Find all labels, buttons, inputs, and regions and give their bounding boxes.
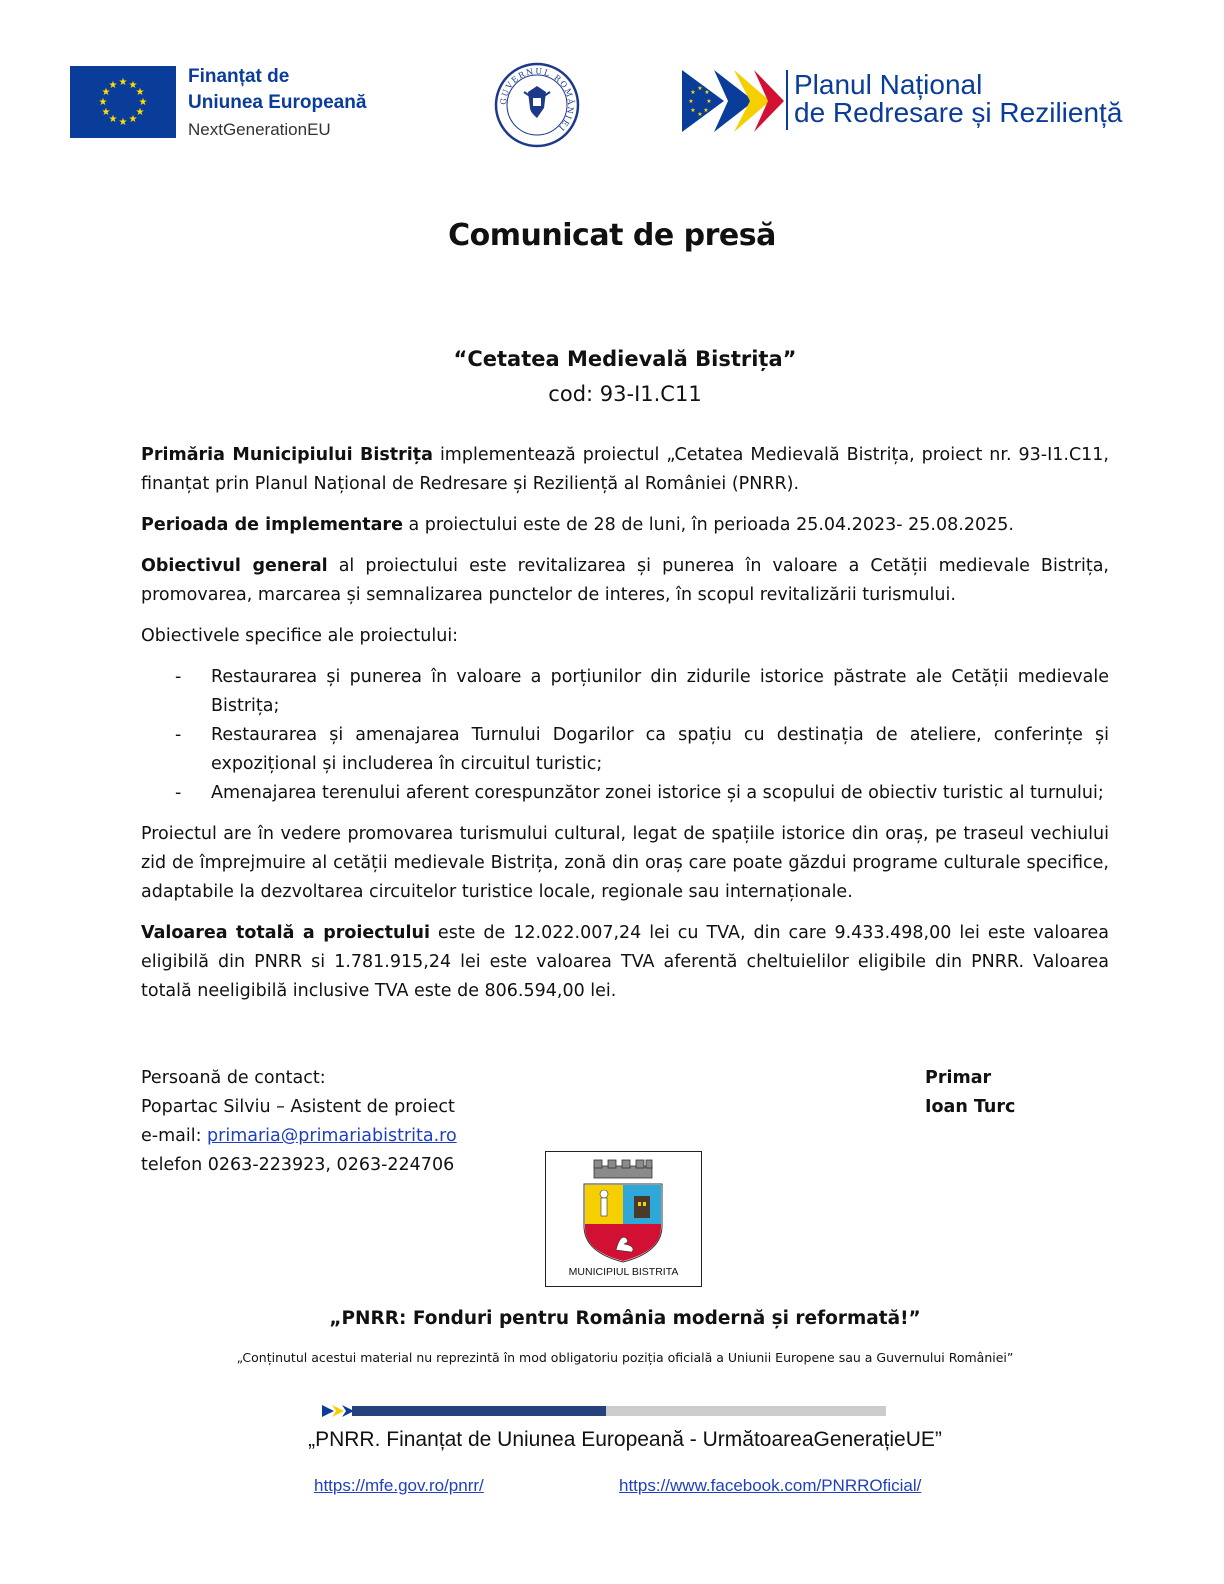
svg-text:★: ★ [135,107,145,118]
contact-email-label: e-mail: [141,1126,208,1146]
pnrr-flag-icon [680,68,786,134]
svg-text:★: ★ [108,80,118,91]
pnrr-logo-line1: Planul Național [794,69,983,100]
paragraph-period [141,511,1109,540]
municipal-crest [545,1151,702,1287]
svg-text:★: ★ [704,89,710,96]
project-code: cod: 93-I1.C11 [548,382,702,406]
contact-name: Popartac Silviu – Asistent de proiect [141,1097,455,1117]
footer-disclaimer: „Conținutul acestui material nu reprezintă în mod obligatoriu poziția oficială a Uniunii Europene sau a Guvernului României” [236,1350,1014,1365]
paragraph-objective-text: al proiectului este revitalizarea și punerea în valoare a Cetății medievale Bistrița, promovarea, marcarea și semnalizarea punctelor de interes, în scopul revitalizării turismului. [141,556,1109,605]
list-item-text: Amenajarea terenului aferent corespunzător zonei istorice și a scopului de obiectiv turistic al turnului; [211,783,1104,803]
footer-link-mfe[interactable]: https://mfe.gov.ro/pnrr/ [314,1476,484,1495]
footer-tagline: „PNRR. Finanțat de Uniunea Europeană - UrmătoareaGenerațieUE” [308,1428,942,1451]
svg-text:★: ★ [690,107,696,114]
pnrr-divider [786,70,788,130]
crest-icon [546,1152,701,1266]
footer-bar-grey [606,1406,886,1416]
list-item [141,663,1109,721]
svg-text:★: ★ [690,89,696,96]
paragraph-intro [141,441,1109,499]
pnrr-logo-line2: de Redresare și Reziliență [794,97,1123,128]
eu-funding-logo [70,66,400,142]
svg-text:★: ★ [101,107,111,118]
eu-logo-line3: NextGenerationEU [188,120,331,139]
paragraph-objective-bold: Obiectivul general [141,556,328,576]
project-name: “Cetatea Medievală Bistrița” [453,347,797,371]
eu-logo-line2: Uniunea Europeană [188,92,367,113]
svg-text:★: ★ [688,98,694,105]
paragraph-intro-text: implementează proiectul „Cetatea Medievală Bistrița, proiect nr. 93-I1.C11, finanțat prin Planul Național de Redresare și Reziliență al României (PNRR). [141,445,1109,494]
svg-text:★: ★ [697,85,703,92]
svg-text:★: ★ [706,98,712,105]
objectives-list [141,663,1109,808]
footer-divider-bar [322,1404,886,1418]
page-title: Comunicat de presă [448,218,776,253]
contact-email-link[interactable]: primaria@primariabistrita.ro [207,1126,457,1146]
government-seal-icon [494,62,580,148]
svg-text:★: ★ [697,111,703,118]
contact-label: Persoană de contact: [141,1068,326,1088]
paragraph-value-bold: Valoarea totală a proiectului [141,923,430,943]
mayor-name: Ioan Turc [925,1097,1016,1117]
document-body [141,441,1109,1018]
svg-text:★: ★ [118,77,128,88]
svg-text:★: ★ [101,87,111,98]
paragraph-intro-bold: Primăria Municipiului Bistrița [141,445,433,465]
contact-phone: telefon 0263-223923, 0263-224706 [141,1155,455,1175]
paragraph-value [141,919,1109,1006]
list-marker: - [175,725,182,745]
crest-label: MUNICIPIUL BISTRITA [568,1266,679,1278]
svg-text:★: ★ [118,117,128,128]
paragraph-value-text: este de 12.022.007,24 lei cu TVA, din care 9.433.498,00 lei este valoarea eligibilă din PNRR si 1.781.915,24 lei este valoarea TVA aferentă cheltuielilor eligibile din PNRR. Valoarea totală neeligibilă inclusive TVA este de 806.594,00 lei. [141,923,1109,1001]
footer-bar-blue [352,1406,606,1416]
eu-flag-icon [70,66,176,138]
footer-slogan: „PNRR: Fonduri pentru România modernă și reformată!” [329,1308,921,1329]
list-marker: - [175,667,182,687]
seal-text: GUVERNUL ROMÂNIEI [498,66,576,134]
mayor-signature [925,1064,1015,1122]
svg-text:★: ★ [703,107,709,114]
pnrr-logo [680,68,1150,134]
list-item [141,721,1109,779]
paragraph-tourism: Proiectul are în vedere promovarea turismului cultural, legat de spațiile istorice din oraș, pe traseul vechiului zid de împrejmuire al cetății medievale Bistrița, zonă din oraș care poate găzdui programe culturale specifice, adaptabile la dezvoltarea circuitelor turistice locale, regionale sau internaționale. [141,824,1109,902]
svg-text:★: ★ [98,97,108,108]
contact-block [141,1064,457,1180]
footer-link-facebook[interactable]: https://www.facebook.com/PNRROficial/ [619,1476,922,1495]
svg-text:★: ★ [138,97,148,108]
svg-text:★: ★ [128,80,138,91]
paragraph-objective [141,552,1109,610]
footer-arrow-icon [322,1404,356,1418]
paragraph-period-bold: Perioada de implementare [141,515,403,535]
paragraph-period-text: a proiectului este de 28 de luni, în perioada 25.04.2023- 25.08.2025. [402,515,1014,535]
list-item-text: Restaurarea și punerea în valoare a porțiunilor din zidurile istorice păstrate ale Cetății medievale Bistrița; [211,667,1109,716]
list-item-text: Restaurarea și amenajarea Turnului Dogarilor ca spațiu cu destinația de ateliere, conferințe și expozițional și includerea în circuitul turistic; [211,725,1109,774]
paragraph-specific-objectives: Obiectivele specifice ale proiectului: [141,626,459,646]
mayor-title: Primar [925,1068,992,1088]
svg-text:★: ★ [135,87,145,98]
svg-text:★: ★ [108,114,118,125]
svg-text:★: ★ [128,114,138,125]
list-item [141,779,1109,808]
list-marker: - [175,783,182,803]
contact-email-line [141,1122,457,1151]
eu-logo-line1: Finanțat de [188,66,290,87]
